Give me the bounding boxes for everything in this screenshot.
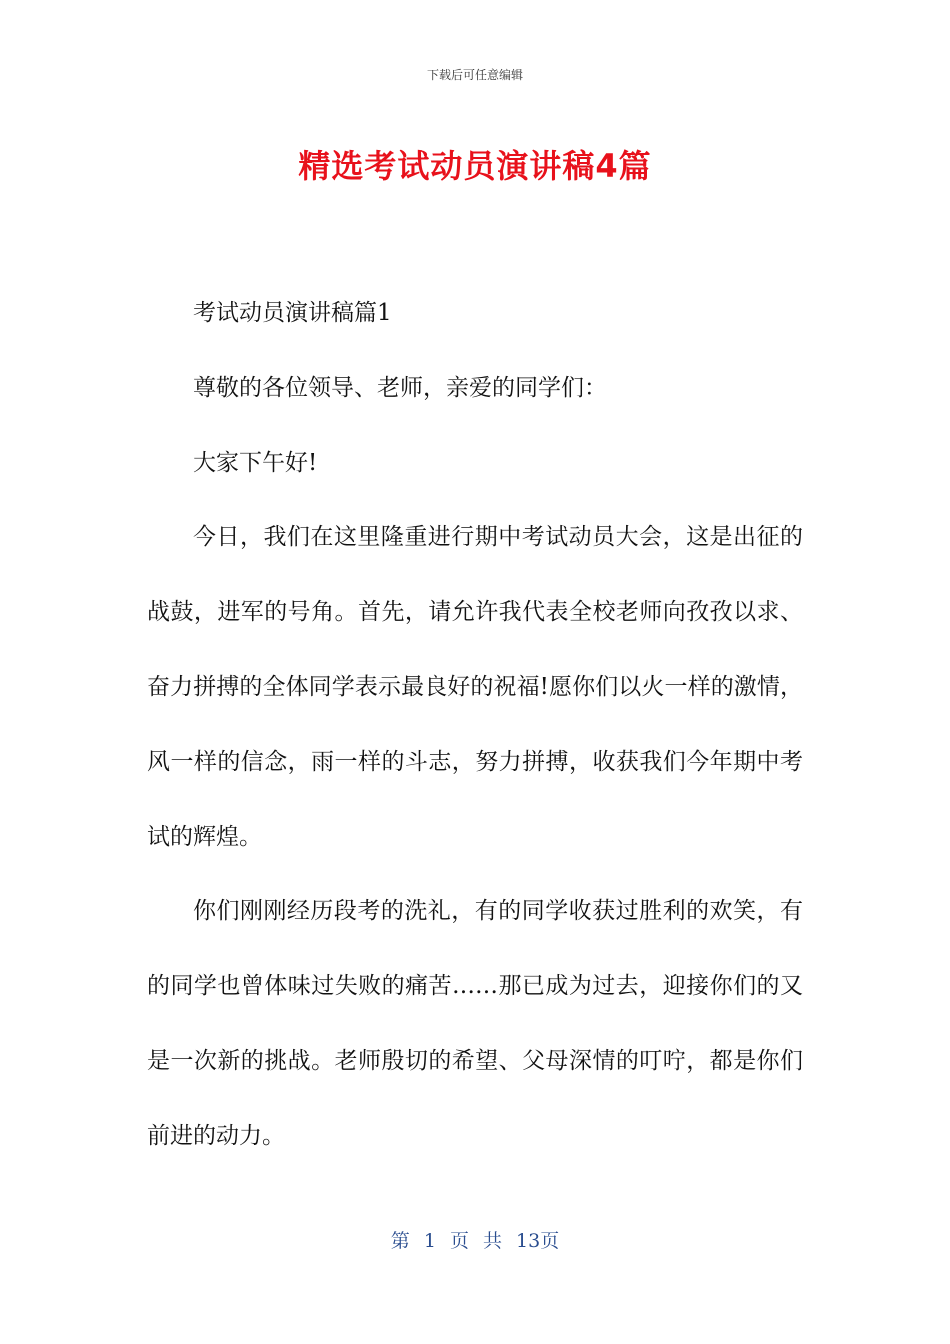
page-indicator: 第 1 页 共 13页 — [390, 1230, 560, 1252]
body-paragraph: 你们刚刚经历段考的洗礼，有的同学收获过胜利的欢笑，有的同学也曾体味过失败的痛苦……那已成为过去，迎接你们的又是一次新的挑战。老师殷切的希望、父母深情的叮咛，都是你们前进的动力。 — [147, 898, 803, 1149]
document-title: 精选考试动员演讲稿4篇 — [298, 147, 652, 185]
greeting: 大家下午好! — [193, 449, 318, 476]
document-body — [147, 276, 803, 1174]
body-paragraph: 今日，我们在这里隆重进行期中考试动员大会，这是出征的战鼓，进军的号角。首先，请允许我代表全校老师向孜孜以求、奋力拼搏的全体同学表示最良好的祝福!愿你们以火一样的激情，风一样的信念，雨一样的斗志，努力拼搏，收获我们今年期中考试的辉煌。 — [147, 524, 803, 850]
header-note: 下载后可任意编辑 — [426, 68, 523, 82]
section-heading: 考试动员演讲稿篇1 — [193, 300, 392, 326]
salutation: 尊敬的各位领导、老师，亲爱的同学们： — [193, 374, 607, 401]
